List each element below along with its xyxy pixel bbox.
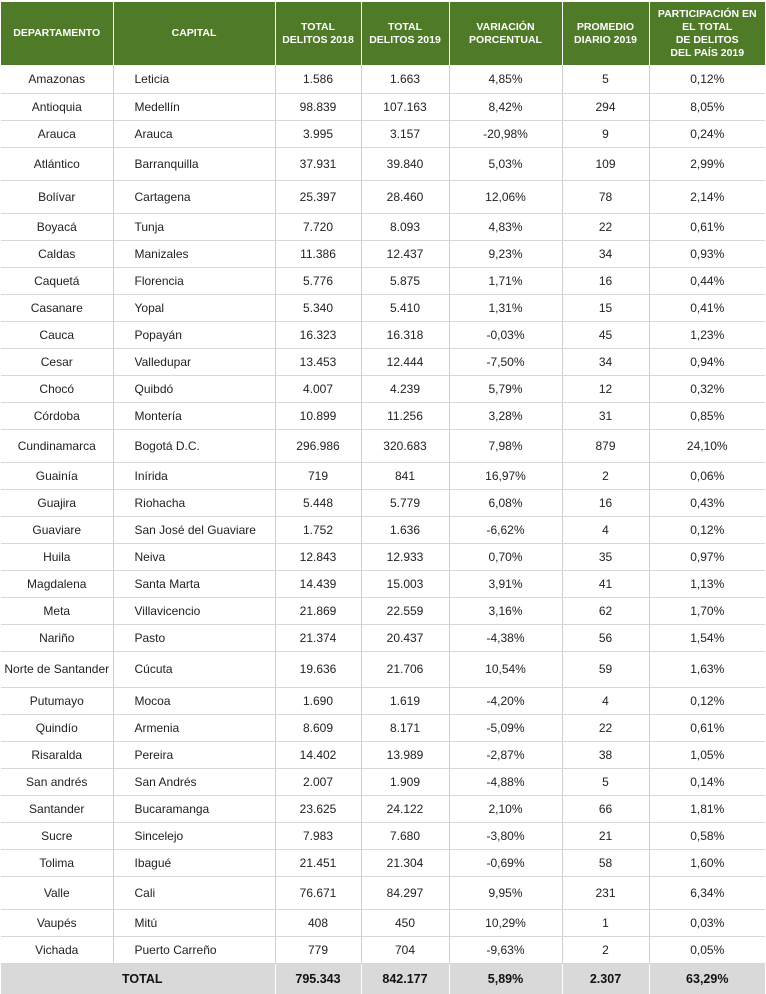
participacion-cell: 1,54%: [649, 624, 765, 651]
promedio-cell: 5: [562, 768, 649, 795]
promedio-cell: 1: [562, 909, 649, 936]
header-departamento: DEPARTAMENTO: [1, 2, 113, 65]
table-row: [1, 597, 765, 624]
promedio-cell: 109: [562, 147, 649, 180]
variacion-cell: -5,09%: [449, 714, 562, 741]
departamento-cell: San andrés: [1, 768, 113, 795]
total-2018-cell: 12.843: [275, 543, 361, 570]
departamento-cell: Guaviare: [1, 516, 113, 543]
capital-cell: Barranquilla: [113, 147, 275, 180]
total-2019: 842.177: [361, 963, 449, 994]
table-row: [1, 348, 765, 375]
participacion-cell: 1,81%: [649, 795, 765, 822]
participacion-cell: 1,23%: [649, 321, 765, 348]
participacion-cell: 0,06%: [649, 462, 765, 489]
header-participacion: PARTICIPACIÓN EN EL TOTAL DE DELITOS DEL PAÍS 2019: [649, 2, 765, 65]
variacion-cell: 10,29%: [449, 909, 562, 936]
participacion-cell: 1,70%: [649, 597, 765, 624]
promedio-cell: 9: [562, 120, 649, 147]
table-row: [1, 795, 765, 822]
participacion-cell: 8,05%: [649, 93, 765, 120]
total-2019-cell: 20.437: [361, 624, 449, 651]
variacion-cell: 9,23%: [449, 240, 562, 267]
promedio-cell: 35: [562, 543, 649, 570]
table-row: [1, 93, 765, 120]
table-row: [1, 768, 765, 795]
variacion-cell: 1,71%: [449, 267, 562, 294]
total-2018-cell: 3.995: [275, 120, 361, 147]
total-2018-cell: 11.386: [275, 240, 361, 267]
table-row: [1, 120, 765, 147]
variacion-cell: -9,63%: [449, 936, 562, 963]
total-2019-cell: 5.410: [361, 294, 449, 321]
total-2018-cell: 14.439: [275, 570, 361, 597]
variacion-cell: 1,31%: [449, 294, 562, 321]
participacion-cell: 0,12%: [649, 65, 765, 93]
total-2019-cell: 1.663: [361, 65, 449, 93]
table-row: [1, 849, 765, 876]
departamento-cell: Arauca: [1, 120, 113, 147]
header-total-2018: TOTAL DELITOS 2018: [275, 2, 361, 65]
participacion-cell: 24,10%: [649, 429, 765, 462]
participacion-cell: 0,12%: [649, 516, 765, 543]
total-2018-cell: 37.931: [275, 147, 361, 180]
total-2019-cell: 12.437: [361, 240, 449, 267]
capital-cell: Cartagena: [113, 180, 275, 213]
participacion-cell: 0,24%: [649, 120, 765, 147]
capital-cell: Santa Marta: [113, 570, 275, 597]
departamento-cell: Huila: [1, 543, 113, 570]
total-promedio: 2.307: [562, 963, 649, 994]
header-variacion: VARIACIÓN PORCENTUAL: [449, 2, 562, 65]
participacion-cell: 0,61%: [649, 213, 765, 240]
variacion-cell: -2,87%: [449, 741, 562, 768]
departamento-cell: Magdalena: [1, 570, 113, 597]
total-2018-cell: 23.625: [275, 795, 361, 822]
promedio-cell: 879: [562, 429, 649, 462]
total-2019-cell: 5.779: [361, 489, 449, 516]
variacion-cell: -4,20%: [449, 687, 562, 714]
table-row: [1, 570, 765, 597]
total-2019-cell: 13.989: [361, 741, 449, 768]
variacion-cell: 0,70%: [449, 543, 562, 570]
promedio-cell: 66: [562, 795, 649, 822]
promedio-cell: 45: [562, 321, 649, 348]
promedio-cell: 5: [562, 65, 649, 93]
crime-statistics-table: [1, 2, 765, 994]
total-2019-cell: 21.706: [361, 651, 449, 687]
participacion-cell: 0,97%: [649, 543, 765, 570]
variacion-cell: 3,16%: [449, 597, 562, 624]
departamento-cell: Antioquia: [1, 93, 113, 120]
participacion-cell: 0,58%: [649, 822, 765, 849]
total-2019-cell: 4.239: [361, 375, 449, 402]
table-row: [1, 624, 765, 651]
participacion-cell: 0,93%: [649, 240, 765, 267]
departamento-cell: Sucre: [1, 822, 113, 849]
promedio-cell: 2: [562, 462, 649, 489]
departamento-cell: Guainía: [1, 462, 113, 489]
table-row: [1, 462, 765, 489]
total-2018-cell: 7.983: [275, 822, 361, 849]
total-2019-cell: 11.256: [361, 402, 449, 429]
table-row: [1, 429, 765, 462]
departamento-cell: Casanare: [1, 294, 113, 321]
promedio-cell: 231: [562, 876, 649, 909]
capital-cell: Cúcuta: [113, 651, 275, 687]
departamento-cell: Meta: [1, 597, 113, 624]
promedio-cell: 78: [562, 180, 649, 213]
promedio-cell: 294: [562, 93, 649, 120]
table-row: [1, 147, 765, 180]
departamento-cell: Valle: [1, 876, 113, 909]
total-2019-cell: 28.460: [361, 180, 449, 213]
capital-cell: Valledupar: [113, 348, 275, 375]
capital-cell: Bogotá D.C.: [113, 429, 275, 462]
header-promedio: PROMEDIO DIARIO 2019: [562, 2, 649, 65]
total-2018-cell: 719: [275, 462, 361, 489]
total-2019-cell: 841: [361, 462, 449, 489]
participacion-cell: 1,60%: [649, 849, 765, 876]
departamento-cell: Chocó: [1, 375, 113, 402]
departamento-cell: Tolima: [1, 849, 113, 876]
table-row: [1, 65, 765, 93]
total-2019-cell: 8.171: [361, 714, 449, 741]
variacion-cell: 4,83%: [449, 213, 562, 240]
variacion-cell: 6,08%: [449, 489, 562, 516]
total-2019-cell: 3.157: [361, 120, 449, 147]
total-2018-cell: 21.451: [275, 849, 361, 876]
total-2019-cell: 7.680: [361, 822, 449, 849]
total-2018-cell: 14.402: [275, 741, 361, 768]
departamento-cell: Vichada: [1, 936, 113, 963]
promedio-cell: 4: [562, 516, 649, 543]
capital-cell: Medellín: [113, 93, 275, 120]
total-2019-cell: 704: [361, 936, 449, 963]
departamento-cell: Boyacá: [1, 213, 113, 240]
table-row: [1, 936, 765, 963]
variacion-cell: 8,42%: [449, 93, 562, 120]
departamento-cell: Córdoba: [1, 402, 113, 429]
capital-cell: Villavicencio: [113, 597, 275, 624]
variacion-cell: 3,28%: [449, 402, 562, 429]
departamento-cell: Santander: [1, 795, 113, 822]
capital-cell: Inírida: [113, 462, 275, 489]
promedio-cell: 59: [562, 651, 649, 687]
departamento-cell: Amazonas: [1, 65, 113, 93]
departamento-cell: Cesar: [1, 348, 113, 375]
total-2019-cell: 16.318: [361, 321, 449, 348]
capital-cell: Quibdó: [113, 375, 275, 402]
total-2018-cell: 25.397: [275, 180, 361, 213]
capital-cell: Popayán: [113, 321, 275, 348]
capital-cell: Bucaramanga: [113, 795, 275, 822]
participacion-cell: 0,85%: [649, 402, 765, 429]
promedio-cell: 2: [562, 936, 649, 963]
total-2019-cell: 22.559: [361, 597, 449, 624]
total-2019-cell: 8.093: [361, 213, 449, 240]
total-2018-cell: 1.752: [275, 516, 361, 543]
promedio-cell: 22: [562, 714, 649, 741]
variacion-cell: -6,62%: [449, 516, 562, 543]
total-2018: 795.343: [275, 963, 361, 994]
capital-cell: Armenia: [113, 714, 275, 741]
total-2019-cell: 320.683: [361, 429, 449, 462]
table-row: [1, 687, 765, 714]
header-total-2019: TOTAL DELITOS 2019: [361, 2, 449, 65]
promedio-cell: 16: [562, 267, 649, 294]
participacion-cell: 0,05%: [649, 936, 765, 963]
promedio-cell: 34: [562, 240, 649, 267]
promedio-cell: 58: [562, 849, 649, 876]
capital-cell: Montería: [113, 402, 275, 429]
total-2018-cell: 779: [275, 936, 361, 963]
departamento-cell: Cauca: [1, 321, 113, 348]
table-body: [1, 65, 765, 963]
promedio-cell: 31: [562, 402, 649, 429]
table-row: [1, 714, 765, 741]
capital-cell: Manizales: [113, 240, 275, 267]
participacion-cell: 0,14%: [649, 768, 765, 795]
participacion-cell: 1,13%: [649, 570, 765, 597]
total-2018-cell: 8.609: [275, 714, 361, 741]
capital-cell: Puerto Carreño: [113, 936, 275, 963]
capital-cell: Leticia: [113, 65, 275, 93]
total-2019-cell: 15.003: [361, 570, 449, 597]
departamento-cell: Putumayo: [1, 687, 113, 714]
variacion-cell: -0,69%: [449, 849, 562, 876]
variacion-cell: -0,03%: [449, 321, 562, 348]
variacion-cell: -3,80%: [449, 822, 562, 849]
total-label: TOTAL: [1, 963, 275, 994]
total-2018-cell: 21.374: [275, 624, 361, 651]
capital-cell: Riohacha: [113, 489, 275, 516]
table-row: [1, 213, 765, 240]
total-2018-cell: 408: [275, 909, 361, 936]
table-row: [1, 321, 765, 348]
table-row: [1, 651, 765, 687]
table-row: [1, 489, 765, 516]
promedio-cell: 62: [562, 597, 649, 624]
total-2019-cell: 107.163: [361, 93, 449, 120]
total-2019-cell: 84.297: [361, 876, 449, 909]
total-participacion: 63,29%: [649, 963, 765, 994]
participacion-cell: 0,32%: [649, 375, 765, 402]
participacion-cell: 0,03%: [649, 909, 765, 936]
header-row: [1, 2, 765, 65]
departamento-cell: Bolívar: [1, 180, 113, 213]
promedio-cell: 34: [562, 348, 649, 375]
table-row: [1, 876, 765, 909]
total-2018-cell: 21.869: [275, 597, 361, 624]
variacion-cell: 5,79%: [449, 375, 562, 402]
capital-cell: Tunja: [113, 213, 275, 240]
departamento-cell: Quindío: [1, 714, 113, 741]
participacion-cell: 0,44%: [649, 267, 765, 294]
total-2018-cell: 16.323: [275, 321, 361, 348]
variacion-cell: 12,06%: [449, 180, 562, 213]
participacion-cell: 2,99%: [649, 147, 765, 180]
total-2018-cell: 98.839: [275, 93, 361, 120]
total-2018-cell: 5.340: [275, 294, 361, 321]
capital-cell: Pasto: [113, 624, 275, 651]
variacion-cell: -20,98%: [449, 120, 562, 147]
promedio-cell: 22: [562, 213, 649, 240]
total-2019-cell: 1.619: [361, 687, 449, 714]
total-2018-cell: 5.448: [275, 489, 361, 516]
total-2018-cell: 10.899: [275, 402, 361, 429]
capital-cell: Arauca: [113, 120, 275, 147]
departamento-cell: Atlántico: [1, 147, 113, 180]
participacion-cell: 0,94%: [649, 348, 765, 375]
total-2019-cell: 1.909: [361, 768, 449, 795]
total-2018-cell: 1.690: [275, 687, 361, 714]
variacion-cell: -7,50%: [449, 348, 562, 375]
promedio-cell: 38: [562, 741, 649, 768]
total-2019-cell: 1.636: [361, 516, 449, 543]
total-row: [1, 963, 765, 994]
table-row: [1, 543, 765, 570]
variacion-cell: -4,88%: [449, 768, 562, 795]
total-2018-cell: 76.671: [275, 876, 361, 909]
total-2018-cell: 1.586: [275, 65, 361, 93]
promedio-cell: 41: [562, 570, 649, 597]
variacion-cell: 2,10%: [449, 795, 562, 822]
promedio-cell: 16: [562, 489, 649, 516]
total-2019-cell: 24.122: [361, 795, 449, 822]
participacion-cell: 6,34%: [649, 876, 765, 909]
capital-cell: Cali: [113, 876, 275, 909]
total-2019-cell: 12.444: [361, 348, 449, 375]
capital-cell: San Andrés: [113, 768, 275, 795]
table-row: [1, 741, 765, 768]
variacion-cell: 16,97%: [449, 462, 562, 489]
total-2018-cell: 296.986: [275, 429, 361, 462]
total-2019-cell: 21.304: [361, 849, 449, 876]
total-2019-cell: 39.840: [361, 147, 449, 180]
total-2018-cell: 13.453: [275, 348, 361, 375]
participacion-cell: 0,41%: [649, 294, 765, 321]
variacion-cell: -4,38%: [449, 624, 562, 651]
departamento-cell: Guajira: [1, 489, 113, 516]
promedio-cell: 15: [562, 294, 649, 321]
participacion-cell: 2,14%: [649, 180, 765, 213]
departamento-cell: Cundinamarca: [1, 429, 113, 462]
table-row: [1, 180, 765, 213]
table-row: [1, 516, 765, 543]
departamento-cell: Vaupés: [1, 909, 113, 936]
total-2019-cell: 12.933: [361, 543, 449, 570]
departamento-cell: Risaralda: [1, 741, 113, 768]
capital-cell: Sincelejo: [113, 822, 275, 849]
total-2018-cell: 19.636: [275, 651, 361, 687]
departamento-cell: Nariño: [1, 624, 113, 651]
promedio-cell: 56: [562, 624, 649, 651]
participacion-cell: 0,61%: [649, 714, 765, 741]
participacion-cell: 0,43%: [649, 489, 765, 516]
capital-cell: San José del Guaviare: [113, 516, 275, 543]
total-variacion: 5,89%: [449, 963, 562, 994]
variacion-cell: 10,54%: [449, 651, 562, 687]
table-row: [1, 240, 765, 267]
total-2018-cell: 2.007: [275, 768, 361, 795]
departamento-cell: Caldas: [1, 240, 113, 267]
total-2019-cell: 450: [361, 909, 449, 936]
variacion-cell: 9,95%: [449, 876, 562, 909]
total-2018-cell: 4.007: [275, 375, 361, 402]
table-row: [1, 267, 765, 294]
departamento-cell: Caquetá: [1, 267, 113, 294]
total-2018-cell: 5.776: [275, 267, 361, 294]
capital-cell: Mocoa: [113, 687, 275, 714]
table-row: [1, 294, 765, 321]
variacion-cell: 5,03%: [449, 147, 562, 180]
table-row: [1, 402, 765, 429]
capital-cell: Neiva: [113, 543, 275, 570]
participacion-cell: 1,05%: [649, 741, 765, 768]
promedio-cell: 4: [562, 687, 649, 714]
departamento-cell: Norte de Santander: [1, 651, 113, 687]
capital-cell: Ibagué: [113, 849, 275, 876]
total-2018-cell: 7.720: [275, 213, 361, 240]
capital-cell: Florencia: [113, 267, 275, 294]
header-capital: CAPITAL: [113, 2, 275, 65]
promedio-cell: 12: [562, 375, 649, 402]
total-2019-cell: 5.875: [361, 267, 449, 294]
participacion-cell: 1,63%: [649, 651, 765, 687]
variacion-cell: 7,98%: [449, 429, 562, 462]
capital-cell: Pereira: [113, 741, 275, 768]
capital-cell: Yopal: [113, 294, 275, 321]
promedio-cell: 21: [562, 822, 649, 849]
variacion-cell: 4,85%: [449, 65, 562, 93]
participacion-cell: 0,12%: [649, 687, 765, 714]
variacion-cell: 3,91%: [449, 570, 562, 597]
table-row: [1, 822, 765, 849]
table-row: [1, 909, 765, 936]
table-row: [1, 375, 765, 402]
capital-cell: Mitú: [113, 909, 275, 936]
